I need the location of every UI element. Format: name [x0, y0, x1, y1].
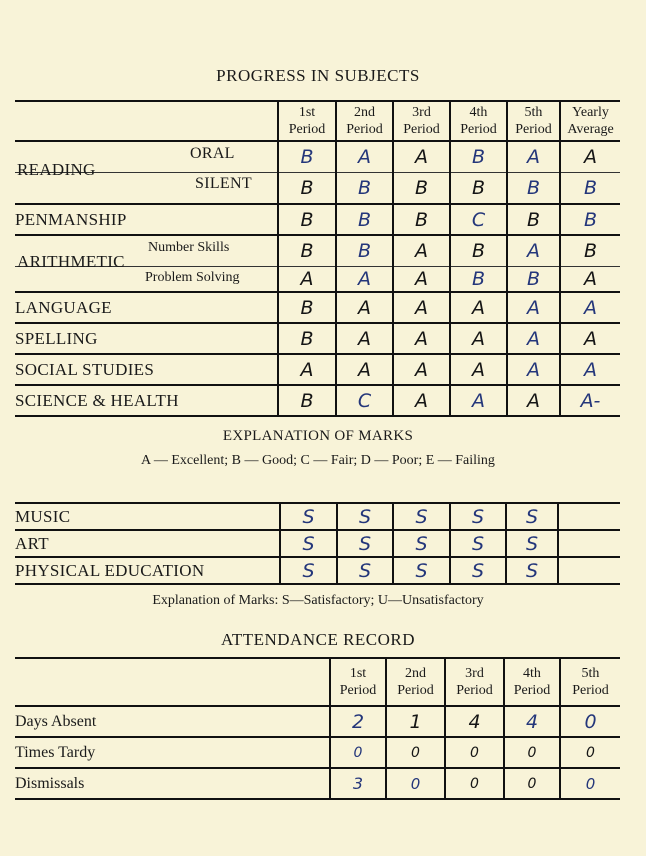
value-cell: 0 — [560, 768, 620, 799]
grade-cell: A — [560, 292, 620, 323]
grade-cell: A — [560, 323, 620, 354]
row-times-tardy — [15, 737, 620, 768]
grade-cell: B — [278, 292, 336, 323]
header-period-1: 1st Period — [278, 101, 336, 141]
row-penmanship — [15, 204, 620, 235]
header-period-2: 2nd Period — [336, 101, 393, 141]
label-dismissals: Dismissals — [15, 768, 330, 799]
grade-cell: A — [336, 141, 393, 172]
grade-cell: B — [560, 235, 620, 266]
grade-cell: A- — [560, 385, 620, 416]
att-header-period-4: 4th Period — [504, 658, 560, 706]
grade-cell: A — [393, 385, 450, 416]
grade-cell: B — [450, 172, 507, 204]
row-reading-silent — [15, 172, 620, 204]
att-header-period-5: 5th Period — [560, 658, 620, 706]
value-cell: 0 — [560, 737, 620, 768]
progress-table — [15, 100, 620, 417]
grade-cell: B — [278, 385, 336, 416]
value-cell: 0 — [504, 737, 560, 768]
grade-cell: S — [280, 530, 337, 557]
explanation-text: A — Excellent; B — Good; C — Fair; D — Poor; E — Failing — [141, 453, 495, 468]
grade-cell: B — [336, 204, 393, 235]
att-header-period-1: 1st Period — [330, 658, 386, 706]
grade-cell: S — [506, 557, 558, 584]
subject-science-health: SCIENCE & HEALTH — [15, 385, 278, 416]
subject-penmanship: PENMANSHIP — [15, 204, 278, 235]
grade-cell: A — [450, 292, 507, 323]
value-cell: 0 — [386, 737, 445, 768]
subject-art: ART — [15, 530, 280, 557]
grade-cell: A — [450, 385, 507, 416]
subject-language: LANGUAGE — [15, 292, 278, 323]
grade-cell: A — [278, 354, 336, 385]
grade-cell: S — [393, 503, 450, 530]
grade-cell: C — [450, 204, 507, 235]
specials-table — [15, 502, 620, 585]
subtopic-oral: ORAL — [190, 145, 235, 162]
grade-cell: A — [393, 235, 450, 266]
grade-cell: A — [507, 141, 560, 172]
row-number-skills — [15, 235, 620, 266]
grade-cell: B — [336, 235, 393, 266]
grade-cell: S — [506, 503, 558, 530]
grade-cell: B — [278, 172, 336, 204]
value-cell: 4 — [445, 706, 504, 737]
value-cell: 0 — [386, 768, 445, 799]
grade-cell: B — [393, 204, 450, 235]
grade-cell — [558, 530, 620, 557]
row-science-health — [15, 385, 620, 416]
explanation-title: EXPLANATION OF MARKS — [222, 428, 414, 444]
grade-cell: B — [278, 323, 336, 354]
grade-cell: A — [507, 323, 560, 354]
subtopic-silent: SILENT — [195, 174, 252, 192]
grade-cell: A — [393, 323, 450, 354]
row-physical-education — [15, 557, 620, 584]
subtopic-problem-solving: Problem Solving — [145, 269, 240, 285]
row-reading-oral — [15, 141, 620, 172]
grade-cell: A — [507, 385, 560, 416]
grade-cell: A — [507, 235, 560, 266]
grade-cell: B — [336, 172, 393, 204]
grade-cell: B — [507, 172, 560, 204]
grade-cell: A — [336, 323, 393, 354]
grade-cell: B — [393, 172, 450, 204]
subject-spelling: SPELLING — [15, 323, 278, 354]
row-spelling — [15, 323, 620, 354]
grade-cell: A — [336, 266, 393, 292]
grade-cell: A — [560, 141, 620, 172]
value-cell: 0 — [445, 768, 504, 799]
specials-note: Explanation of Marks: S—Satisfactory; U—Unsatisfactory — [152, 593, 484, 608]
grade-cell: A — [507, 354, 560, 385]
grade-cell: A — [450, 354, 507, 385]
grade-cell: C — [336, 385, 393, 416]
grade-cell: A — [336, 354, 393, 385]
attendance-title: ATTENDANCE RECORD — [220, 630, 416, 649]
subject-music: MUSIC — [15, 503, 280, 530]
row-problem-solving — [15, 266, 620, 292]
row-dismissals — [15, 768, 620, 799]
grade-cell: A — [507, 292, 560, 323]
subject-reading: READING — [17, 160, 96, 179]
subject-social-studies: SOCIAL STUDIES — [15, 354, 278, 385]
attendance-table — [15, 657, 620, 800]
grade-cell: B — [507, 266, 560, 292]
value-cell: 3 — [330, 768, 386, 799]
grade-cell: A — [393, 354, 450, 385]
subject-physical-education: PHYSICAL EDUCATION — [15, 557, 280, 584]
subject-arithmetic: ARITHMETIC — [17, 252, 125, 271]
value-cell: 0 — [445, 737, 504, 768]
grade-cell: S — [506, 530, 558, 557]
progress-title: PROGRESS IN SUBJECTS — [216, 66, 420, 85]
attendance-header-row — [15, 658, 620, 706]
header-period-3: 3rd Period — [393, 101, 450, 141]
grade-cell: A — [278, 266, 336, 292]
grade-cell: A — [336, 292, 393, 323]
grade-cell: S — [337, 503, 393, 530]
row-days-absent — [15, 706, 620, 737]
grade-cell: S — [280, 503, 337, 530]
header-yearly-average: Yearly Average — [560, 101, 620, 141]
row-art — [15, 530, 620, 557]
grade-cell: A — [393, 292, 450, 323]
grade-cell: B — [278, 204, 336, 235]
label-times-tardy: Times Tardy — [15, 737, 330, 768]
header-period-4: 4th Period — [450, 101, 507, 141]
grade-cell: S — [450, 557, 506, 584]
grade-cell: B — [560, 204, 620, 235]
grade-cell: A — [560, 354, 620, 385]
grade-cell — [558, 557, 620, 584]
grade-cell: B — [450, 235, 507, 266]
grade-cell: S — [393, 530, 450, 557]
att-header-period-2: 2nd Period — [386, 658, 445, 706]
grade-cell: S — [450, 530, 506, 557]
progress-header-row — [15, 101, 620, 141]
grade-cell: A — [560, 266, 620, 292]
grade-cell — [558, 503, 620, 530]
value-cell: 1 — [386, 706, 445, 737]
value-cell: 0 — [504, 768, 560, 799]
grade-cell: S — [337, 557, 393, 584]
grade-cell: S — [280, 557, 337, 584]
grade-cell: A — [450, 323, 507, 354]
value-cell: 4 — [504, 706, 560, 737]
grade-cell: S — [450, 503, 506, 530]
subtopic-number-skills: Number Skills — [148, 240, 230, 255]
row-social-studies — [15, 354, 620, 385]
label-days-absent: Days Absent — [15, 706, 330, 737]
grade-cell: B — [507, 204, 560, 235]
grade-cell: S — [393, 557, 450, 584]
grade-cell: S — [337, 530, 393, 557]
value-cell: 0 — [560, 706, 620, 737]
value-cell: 2 — [330, 706, 386, 737]
value-cell: 0 — [330, 737, 386, 768]
grade-cell: B — [278, 235, 336, 266]
grade-cell: B — [450, 266, 507, 292]
grade-cell: B — [278, 141, 336, 172]
header-period-5: 5th Period — [507, 101, 560, 141]
row-language — [15, 292, 620, 323]
grade-cell: B — [560, 172, 620, 204]
grade-cell: A — [393, 266, 450, 292]
row-music — [15, 503, 620, 530]
grade-cell: B — [450, 141, 507, 172]
att-header-period-3: 3rd Period — [445, 658, 504, 706]
grade-cell: A — [393, 141, 450, 172]
